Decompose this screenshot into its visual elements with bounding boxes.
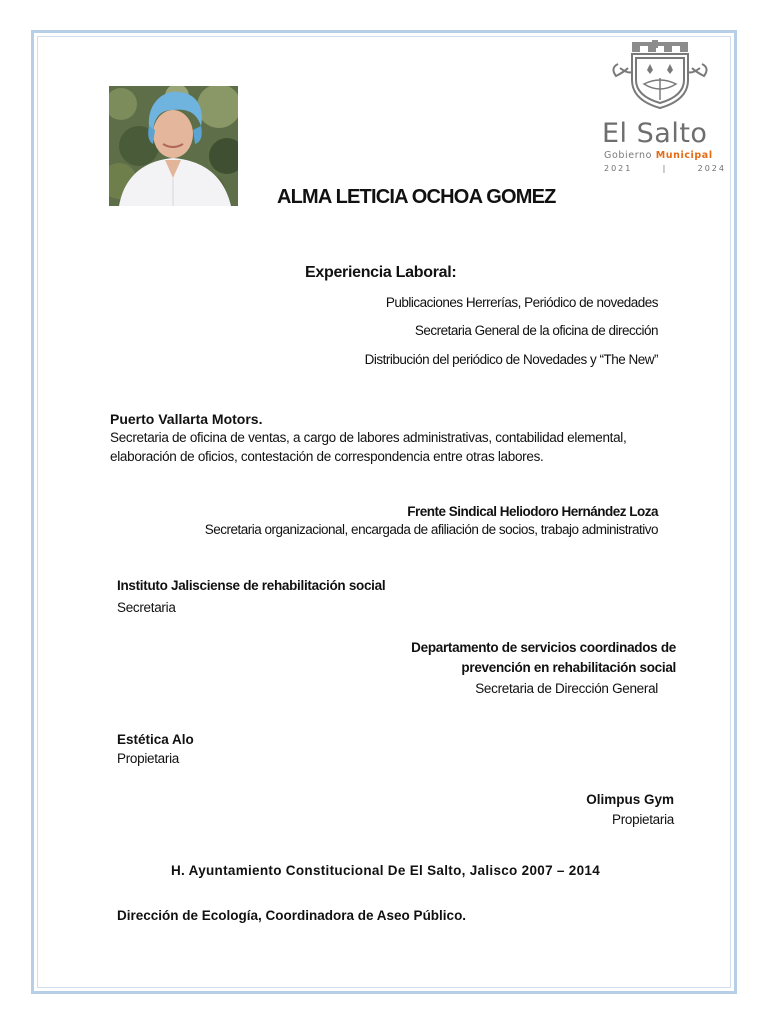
job-description: Secretaria xyxy=(117,600,176,615)
job-title: Estética Alo xyxy=(117,732,194,747)
job-description: Propietaria xyxy=(117,751,179,766)
person-name: ALMA LETICIA OCHOA GOMEZ xyxy=(277,186,556,208)
government-role: Dirección de Ecología, Coordinadora de Aseo Público. xyxy=(117,908,467,923)
logo-subtitle-prefix: Gobierno xyxy=(604,150,653,161)
job-title: Frente Sindical Heliodoro Hernández Loza xyxy=(407,504,658,519)
logo-years xyxy=(604,164,726,173)
job-description: Secretaria de Dirección General xyxy=(475,681,658,696)
profile-photo xyxy=(109,86,238,206)
job-title: Instituto Jalisciense de rehabilitación social xyxy=(117,578,386,593)
job-title-line: Departamento de servicios coordinados de xyxy=(411,640,676,655)
job-description: elaboración de oficios, contestación de correspondencia entre otras labores. xyxy=(110,449,544,464)
logo-year-end: 2024 xyxy=(697,164,726,173)
government-heading: H. Ayuntamiento Constitucional De El Salto, Jalisco 2007 – 2014 xyxy=(171,863,601,878)
job-description: Secretaria de oficina de ventas, a cargo de labores administrativas, contabilidad elemental, xyxy=(110,430,627,445)
job-description: Secretaria organizacional, encargada de afiliación de socios, trabajo administrativo xyxy=(204,522,658,537)
job-title: Puerto Vallarta Motors. xyxy=(110,411,263,427)
logo-title: El Salto xyxy=(602,118,708,149)
logo-subtitle-accent: Municipal xyxy=(655,150,713,161)
logo-year-start: 2021 xyxy=(604,164,633,173)
experience-intro-line: Secretaria General de la oficina de dirección xyxy=(414,323,658,338)
logo-subtitle xyxy=(604,150,713,161)
experience-intro-line: Distribución del periódico de Novedades y “The New” xyxy=(364,352,658,367)
job-description: Propietaria xyxy=(612,812,674,827)
job-title-line: prevención en rehabilitación social xyxy=(461,660,676,675)
job-title: Olimpus Gym xyxy=(586,792,674,807)
logo-year-separator: | xyxy=(662,164,668,173)
experience-heading: Experiencia Laboral: xyxy=(305,264,457,281)
experience-intro-line: Publicaciones Herrerías, Periódico de novedades xyxy=(385,295,658,310)
